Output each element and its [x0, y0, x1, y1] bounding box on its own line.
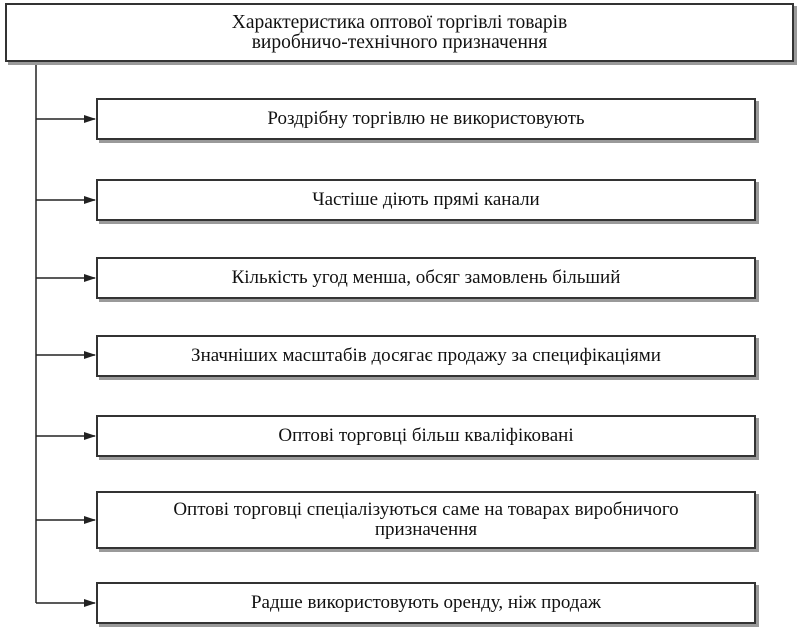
- title-line-2: виробничо-технічного призначення: [251, 31, 548, 53]
- characteristic-label: Значніших масштабів досягає продажу за специфікаціями: [191, 345, 661, 366]
- characteristic-label: Кількість угод менша, обсяг замовлень більший: [231, 267, 621, 288]
- characteristic-box-1: [96, 98, 756, 140]
- diagram-title-box: [5, 3, 794, 62]
- characteristic-box-4: [96, 335, 756, 377]
- characteristic-box-7: [96, 582, 756, 624]
- characteristic-box-6: [96, 491, 756, 549]
- characteristic-box-2: [96, 179, 756, 221]
- characteristic-box-5: [96, 415, 756, 457]
- characteristic-box-3: [96, 257, 756, 299]
- diagram-title: [232, 13, 568, 53]
- characteristic-label-line-1: Оптові торговці спеціалізуються саме на товарах виробничого: [173, 499, 679, 520]
- characteristic-label: Частіше діють прямі канали: [312, 189, 540, 210]
- characteristic-label: Оптові торговці більш кваліфіковані: [278, 425, 574, 446]
- characteristic-label: Роздрібну торгівлю не використовують: [267, 108, 585, 129]
- characteristic-label: Радше використовують оренду, ніж продаж: [250, 592, 602, 613]
- title-line-1: Характеристика оптової торгівлі товарів: [231, 11, 568, 33]
- characteristic-label: [173, 500, 678, 540]
- characteristic-label-line-2: призначення: [374, 519, 478, 540]
